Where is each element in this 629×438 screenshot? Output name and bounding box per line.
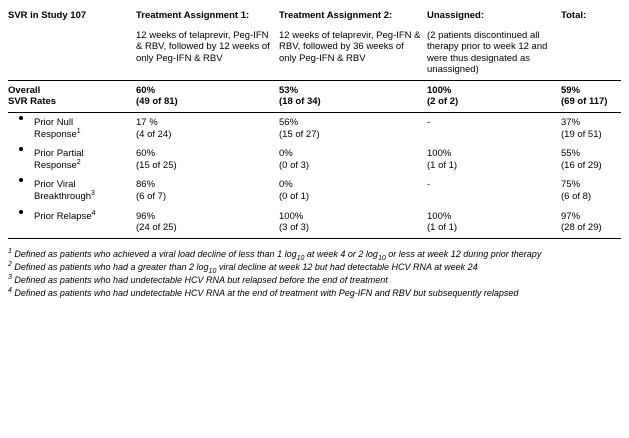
row-label (8, 175, 136, 206)
footnote-2-text-a: Defined as patients who had a greater than 2 log (11, 261, 209, 272)
row-treatment2-pct: 100% (279, 210, 304, 222)
row-total-n: (6 of 8) (561, 190, 592, 202)
row-treatment2-pct: 0% (279, 148, 293, 160)
row-treatment1-n: (4 of 24) (136, 128, 172, 140)
row-treatment2-n: (0 of 3) (279, 159, 310, 171)
table-header-desc-row (8, 26, 621, 81)
overall-treatment2-pct: 53% (279, 84, 299, 96)
overall-label-line1: Overall (8, 84, 41, 96)
row-treatment1-pct: 86% (136, 179, 156, 191)
row-total-value (561, 113, 621, 145)
row-unassigned-pct: - (427, 179, 431, 191)
row-total-n: (16 of 29) (561, 159, 602, 171)
row-label (8, 113, 136, 145)
footnote-3-text: Defined as patients who had undetectable HCV RNA but relapsed before the end of treatment (11, 274, 388, 285)
footnote-2-text-b: viral decline at week 12 but had detectable HCV RNA at week 24 (216, 261, 478, 272)
overall-treatment1-pct: 60% (136, 84, 156, 96)
row-label-line1: Prior Viral (34, 179, 76, 191)
overall-svr-row (8, 80, 621, 112)
row-total-value (561, 144, 621, 175)
header-unassigned-desc: (2 patients discontinued all therapy prior to week 12 and were thus designated as unassigned) (427, 26, 561, 81)
table-row (8, 175, 621, 206)
footnote-1 (8, 248, 621, 260)
row-treatment1-pct: 17 % (136, 117, 158, 129)
row-treatment1-n: (15 of 25) (136, 159, 177, 171)
footnote-4 (8, 287, 621, 299)
row-unassigned-n: (1 of 1) (427, 222, 458, 234)
footnote-1-sub-1: 10 (296, 254, 305, 262)
row-label-line1: Prior Relapse (34, 210, 92, 222)
row-treatment1-value (136, 207, 279, 239)
table-row (8, 207, 621, 239)
row-total-pct: 55% (561, 148, 581, 160)
row-treatment1-value (136, 113, 279, 145)
overall-total-n: (69 of 117) (561, 96, 608, 108)
footnote-2-sub: 10 (208, 267, 217, 275)
svr-results-table (8, 6, 621, 239)
header-total-desc (561, 26, 621, 81)
row-total-value (561, 207, 621, 239)
bullet-icon (19, 147, 23, 151)
footnote-3 (8, 274, 621, 286)
row-total-pct: 37% (561, 117, 581, 129)
footnote-1-sub-2: 10 (377, 254, 386, 262)
row-treatment1-pct: 96% (136, 210, 156, 222)
row-total-n: (19 of 51) (561, 128, 602, 140)
row-unassigned-n: (1 of 1) (427, 159, 458, 171)
overall-treatment2-value (279, 80, 427, 112)
footnote-3-marker: 3 (8, 273, 12, 281)
overall-label-line2: SVR Rates (8, 96, 57, 108)
overall-treatment2-n: (18 of 34) (279, 96, 321, 108)
bullet-icon (19, 178, 23, 182)
row-treatment2-pct: 0% (279, 179, 293, 191)
row-label-line2: Breakthrough (34, 190, 92, 202)
header-treatment1-desc: 12 weeks of telaprevir, Peg-IFN & RBV, followed by 12 weeks of only Peg-IFN & RBV (136, 26, 279, 81)
row-treatment2-value (279, 175, 427, 206)
row-label-footnote-marker: 4 (91, 209, 96, 217)
table-row (8, 144, 621, 175)
header-treatment1-title: Treatment Assignment 1: (136, 10, 250, 21)
footnote-2-marker: 2 (8, 260, 12, 268)
bullet-icon (19, 210, 23, 214)
footnote-1-text-a: Defined as patients who achieved a viral load decline of less than 1 log (11, 248, 297, 259)
row-unassigned-pct: - (427, 117, 431, 129)
row-label (8, 207, 136, 239)
row-label-line1: Prior Null (34, 117, 74, 129)
row-treatment1-pct: 60% (136, 148, 156, 160)
table-row (8, 113, 621, 145)
row-total-n: (28 of 29) (561, 222, 602, 234)
row-total-value (561, 175, 621, 206)
row-label-footnote-marker: 2 (76, 158, 81, 166)
footnote-1-text-b: at week 4 or 2 log (304, 248, 378, 259)
bullet-icon (19, 116, 23, 120)
footnote-4-text: Defined as patients who had undetectable HCV RNA at the end of treatment with Peg-IFN and RBV but subsequently relapsed (11, 288, 519, 299)
header-treatment2-title: Treatment Assignment 2: (279, 10, 393, 21)
row-unassigned-value (427, 175, 561, 206)
row-treatment2-n: (3 of 3) (279, 222, 310, 234)
row-label-line1: Prior Partial (34, 148, 84, 160)
row-unassigned-pct: 100% (427, 210, 452, 222)
overall-total-pct: 59% (561, 84, 581, 96)
overall-unassigned-pct: 100% (427, 84, 452, 96)
overall-total-value (561, 80, 621, 112)
header-treatment2-desc: 12 weeks of telaprevir, Peg-IFN & RBV, followed by 36 weeks of only Peg-IFN & RBV (279, 26, 427, 81)
row-label-line2: Response (34, 128, 77, 140)
row-treatment2-value (279, 113, 427, 145)
overall-unassigned-value (427, 80, 561, 112)
row-unassigned-value (427, 144, 561, 175)
header-total-title: Total: (561, 10, 587, 21)
overall-unassigned-n: (2 of 2) (427, 96, 459, 108)
row-label-footnote-marker: 1 (76, 127, 81, 135)
overall-treatment1-value (136, 80, 279, 112)
footnote-1-marker: 1 (8, 247, 12, 255)
row-treatment1-value (136, 144, 279, 175)
row-unassigned-pct: 100% (427, 148, 452, 160)
row-treatment1-value (136, 175, 279, 206)
header-unassigned-title: Unassigned: (427, 10, 485, 21)
row-label (8, 144, 136, 175)
row-total-pct: 97% (561, 210, 581, 222)
row-treatment1-n: (24 of 25) (136, 222, 177, 234)
row-treatment2-value (279, 144, 427, 175)
row-treatment2-n: (0 of 1) (279, 190, 310, 202)
row-label-footnote-marker: 3 (91, 189, 95, 197)
header-study-desc (8, 26, 136, 81)
row-total-pct: 75% (561, 179, 581, 191)
footnotes (8, 248, 621, 300)
row-treatment2-pct: 56% (279, 117, 299, 129)
row-unassigned-value (427, 207, 561, 239)
header-study-label: SVR in Study 107 (8, 10, 87, 21)
overall-treatment1-n: (49 of 81) (136, 96, 178, 108)
table-header-row (8, 6, 621, 26)
footnote-2 (8, 261, 621, 273)
row-treatment2-n: (15 of 27) (279, 128, 320, 140)
overall-label (8, 80, 136, 112)
footnote-4-marker: 4 (8, 287, 12, 295)
row-treatment1-n: (6 of 7) (136, 190, 167, 202)
row-treatment2-value (279, 207, 427, 239)
footnote-1-text-c: or less at week 12 during prior therapy (385, 248, 542, 259)
row-label-line2: Response (34, 159, 77, 171)
row-unassigned-value (427, 113, 561, 145)
